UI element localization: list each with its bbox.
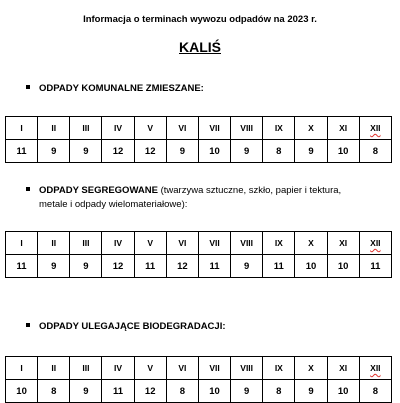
page-header: Informacja o terminach wywozu odpadów na 2023 r.: [83, 14, 317, 25]
day-cell: 12: [102, 255, 134, 278]
day-cell: 12: [166, 255, 198, 278]
month-cell: II: [38, 232, 70, 255]
month-cell: IX: [263, 357, 295, 380]
month-cell: IX: [263, 232, 295, 255]
month-cell: I: [6, 232, 38, 255]
day-cell: 10: [327, 140, 359, 163]
month-cell: III: [70, 117, 102, 140]
day-cell: 8: [166, 380, 198, 403]
month-cell: [359, 232, 391, 255]
month-label: XII: [370, 123, 381, 133]
month-cell: X: [295, 357, 327, 380]
month-cell: IV: [102, 117, 134, 140]
day-cell: 9: [38, 140, 70, 163]
day-cell: 12: [134, 140, 166, 163]
month-cell: IV: [102, 232, 134, 255]
section-title-bold: ODPADY SEGREGOWANE: [39, 185, 158, 196]
month-cell: VI: [166, 117, 198, 140]
month-cell: IV: [102, 357, 134, 380]
month-cell: XI: [327, 117, 359, 140]
month-cell: III: [70, 232, 102, 255]
month-cell: V: [134, 117, 166, 140]
day-cell: 9: [70, 380, 102, 403]
bullet-icon: [26, 323, 30, 327]
day-cell: 11: [134, 255, 166, 278]
day-cell: 9: [38, 255, 70, 278]
month-label: XII: [370, 238, 381, 248]
month-cell: XI: [327, 232, 359, 255]
month-cell: II: [38, 357, 70, 380]
month-cell: IX: [263, 117, 295, 140]
section-title-bio: [26, 320, 386, 334]
day-cell: 8: [38, 380, 70, 403]
month-cell: V: [134, 232, 166, 255]
day-cell: 9: [231, 380, 263, 403]
month-cell: [359, 117, 391, 140]
months-row: [6, 117, 392, 140]
day-cell: 10: [295, 255, 327, 278]
day-cell: 11: [359, 255, 391, 278]
day-cell: 10: [327, 380, 359, 403]
section-title-bold: ODPADY ULEGAJĄCE BIODEGRADACJI:: [39, 321, 226, 332]
day-cell: 9: [70, 140, 102, 163]
month-cell: X: [295, 117, 327, 140]
month-cell: II: [38, 117, 70, 140]
month-cell: [359, 357, 391, 380]
month-cell: V: [134, 357, 166, 380]
month-cell: VI: [166, 232, 198, 255]
month-cell: VIII: [231, 232, 263, 255]
days-row: [6, 255, 392, 278]
day-cell: 10: [327, 255, 359, 278]
section-title-segregated: [26, 184, 386, 212]
month-cell: I: [6, 357, 38, 380]
days-row: [6, 140, 392, 163]
day-cell: 10: [6, 380, 38, 403]
town-title: [0, 39, 400, 55]
month-label: XII: [370, 363, 381, 373]
day-cell: 11: [198, 255, 230, 278]
day-cell: 9: [231, 140, 263, 163]
month-cell: VIII: [231, 357, 263, 380]
day-cell: 9: [295, 140, 327, 163]
day-cell: 8: [263, 140, 295, 163]
day-cell: 11: [102, 380, 134, 403]
day-cell: 9: [295, 380, 327, 403]
month-cell: VI: [166, 357, 198, 380]
day-cell: 9: [70, 255, 102, 278]
bullet-icon: [26, 187, 30, 191]
day-cell: 9: [166, 140, 198, 163]
day-cell: 11: [263, 255, 295, 278]
day-cell: 10: [198, 140, 230, 163]
section-title-mixed: [26, 82, 386, 96]
day-cell: 8: [263, 380, 295, 403]
day-cell: 12: [102, 140, 134, 163]
bullet-icon: [26, 85, 30, 89]
month-cell: VII: [198, 232, 230, 255]
days-row: [6, 380, 392, 403]
schedule-table-mixed: [5, 116, 392, 163]
month-cell: III: [70, 357, 102, 380]
month-cell: XI: [327, 357, 359, 380]
town-name: KALIŚ: [179, 39, 221, 55]
section-title-rest: (twarzywa sztuczne, szkło, papier i tektura,: [157, 185, 342, 196]
schedule-table-segregated: [5, 231, 392, 278]
section-title-continuation: [26, 198, 386, 212]
day-cell: 8: [359, 380, 391, 403]
month-cell: VII: [198, 357, 230, 380]
section-title-rest2: metale i odpady wielomateriałowe):: [39, 199, 188, 210]
day-cell: 11: [6, 255, 38, 278]
month-cell: VII: [198, 117, 230, 140]
day-cell: 9: [231, 255, 263, 278]
schedule-table-bio: [5, 356, 392, 403]
day-cell: 12: [134, 380, 166, 403]
day-cell: 10: [198, 380, 230, 403]
day-cell: 11: [6, 140, 38, 163]
day-cell: 8: [359, 140, 391, 163]
months-row: [6, 357, 392, 380]
months-row: [6, 232, 392, 255]
month-cell: X: [295, 232, 327, 255]
month-cell: VIII: [231, 117, 263, 140]
month-cell: I: [6, 117, 38, 140]
section-title-bold: ODPADY KOMUNALNE ZMIESZANE:: [39, 83, 204, 94]
